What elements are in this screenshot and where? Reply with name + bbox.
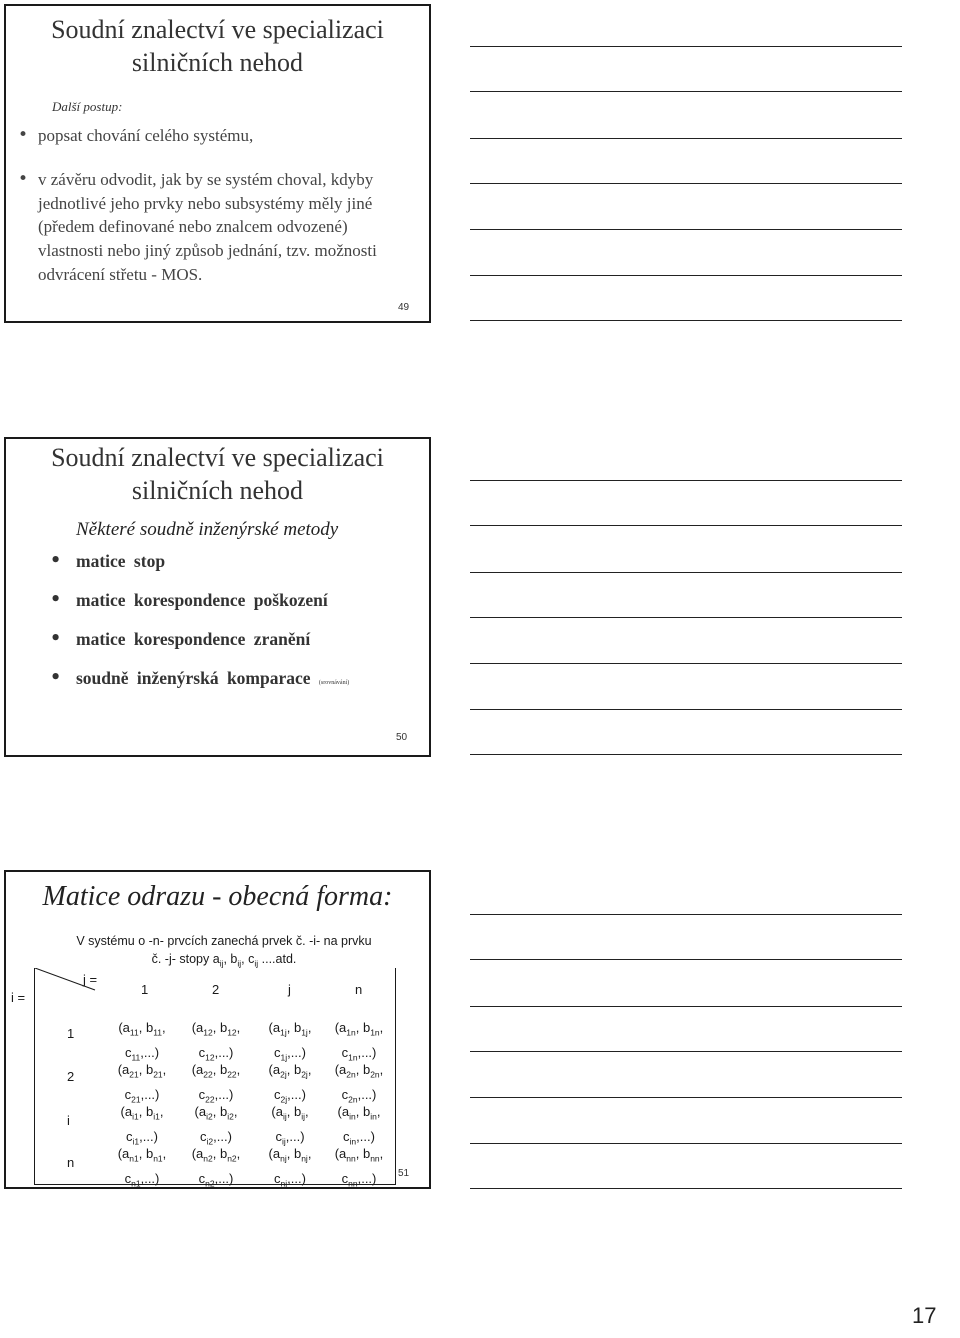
matrix-cell: ($a_{nj}$, $b_{nj}$, $c_{nj}$,...) [268,1146,312,1189]
slide-title-line1: Soudní znalectví ve specializaci [51,443,384,472]
note-line [470,914,902,915]
note-line [470,138,902,139]
bullet-list [50,550,349,711]
slide-title-line2: silničních nehod [131,476,304,505]
intro-prefix: č. -j- stopy a [151,952,220,966]
bullet-item: • v závěru odvodit, jak by se systém choval, kdyby jednotlivé jeho prvky nebo subsystémy měly jiné (předem definované nebo znalcem odvozené) vlastnosti nebo jiný způsob jednání, tzv. možnosti odvrácení střetu - MOS. [10,168,410,287]
matrix-cell: ($a_{i1}$, $b_{i1}$, $c_{i1}$,...) [120,1104,164,1147]
note-line [470,480,902,481]
note-line [470,572,902,573]
note-line [470,1188,902,1189]
note-line [470,46,902,47]
bullet-text: soudně inženýrská komparace [76,668,311,688]
slide-title-line1: Soudní znalectví ve specializaci [51,15,384,44]
matrix-cell: ($a_{n2}$, $b_{n2}$, $c_{n2}$,...) [191,1146,241,1189]
bullet-item [50,667,349,694]
note-line [470,754,902,755]
bullet-list [10,124,410,287]
row-header: i [67,1113,70,1128]
matrix-cell: ($a_{2j}$, $b_{2j}$, $c_{2j}$,...) [268,1062,312,1105]
bullet-item: • matice korespondence zranění [50,628,349,650]
matrix-cell: ($a_{n1}$, $b_{n1}$, $c_{n1}$,...) [117,1146,167,1189]
matrix-cell: ($a_{12}$, $b_{12}$, $c_{12}$,...) [191,1020,241,1063]
row-header: 1 [67,1026,75,1041]
note-line [470,959,902,960]
matrix-cell: ($a_{i2}$, $b_{i2}$, $c_{i2}$,...) [194,1104,238,1147]
slide-number: 50 [396,732,408,743]
matrix-intro [34,932,414,973]
slide-title [6,13,429,79]
col-header: 1 [141,982,149,997]
corner-i-label: i = [11,990,26,1005]
matrix-cell: ($a_{1j}$, $b_{1j}$, $c_{1j}$,...) [268,1020,312,1063]
notes-lines [470,914,902,1194]
notes-lines [470,480,902,760]
note-line [470,1143,902,1144]
col-header: n [355,982,363,997]
slide-subheading: Některé soudně inženýrské metody [76,519,339,540]
notes-lines [470,46,902,326]
reflection-matrix [11,968,396,1189]
note-line [470,1097,902,1098]
note-line [470,91,902,92]
note-line [470,229,902,230]
note-line [470,709,902,710]
note-line [470,1051,902,1052]
slide-50 [4,437,431,757]
slide-subheading: Další postup: [52,99,123,114]
slide-49 [4,4,431,323]
slide-title [6,441,429,507]
note-line [470,275,902,276]
slide-51 [4,870,431,1189]
intro-suffix: ....atd. [261,952,297,966]
note-line [470,617,902,618]
note-line [470,663,902,664]
intro-line1: V systému o -n- prvcích zanechá prvek č. -i- na prvku [76,934,372,948]
slide-title: Matice odrazu - obecná forma: [42,881,393,912]
note-line [470,183,902,184]
matrix-cell: ($a_{nn}$, $b_{nn}$, $c_{nn}$,...) [334,1146,384,1189]
slide-title-line2: silničních nehod [131,48,304,77]
matrix-cell: ($a_{ij}$, $b_{ij}$, $c_{ij}$,...) [271,1104,309,1147]
row-header: 2 [67,1069,75,1084]
matrix-cell: ($a_{in}$, $b_{in}$, $c_{in}$,...) [337,1104,381,1147]
intro-line2: č. -j- stopy $a_{ij}$, $b_{ij}$, $c_{ij}$ ....atd. [151,952,297,969]
matrix-cell: ($a_{1n}$, $b_{1n}$, $c_{1n}$,...) [334,1020,384,1063]
matrix-cell: ($a_{11}$, $b_{11}$, $c_{11}$,...) [118,1020,166,1063]
matrix-cell: ($a_{2n}$, $b_{2n}$, $c_{2n}$,...) [334,1062,384,1105]
bullet-item: • matice stop [50,550,349,572]
page-number: 17 [912,1303,937,1328]
col-header: j [288,982,291,997]
matrix-cell: ($a_{21}$, $b_{21}$, $c_{21}$,...) [117,1062,167,1105]
slide-number: 51 [398,1168,410,1179]
slide-number: 49 [398,302,410,313]
bullet-suffix: (srovnávání) [318,680,350,686]
row-header: n [67,1155,75,1170]
matrix-cell: ($a_{22}$, $b_{22}$, $c_{22}$,...) [191,1062,241,1105]
note-line [470,320,902,321]
note-line [470,525,902,526]
corner-j-label: j = [83,972,98,987]
note-line [470,1006,902,1007]
col-header: 2 [212,982,220,997]
bullet-item: • matice korespondence poškození [50,589,349,611]
bullet-item: • popsat chování celého systému, [10,124,410,148]
